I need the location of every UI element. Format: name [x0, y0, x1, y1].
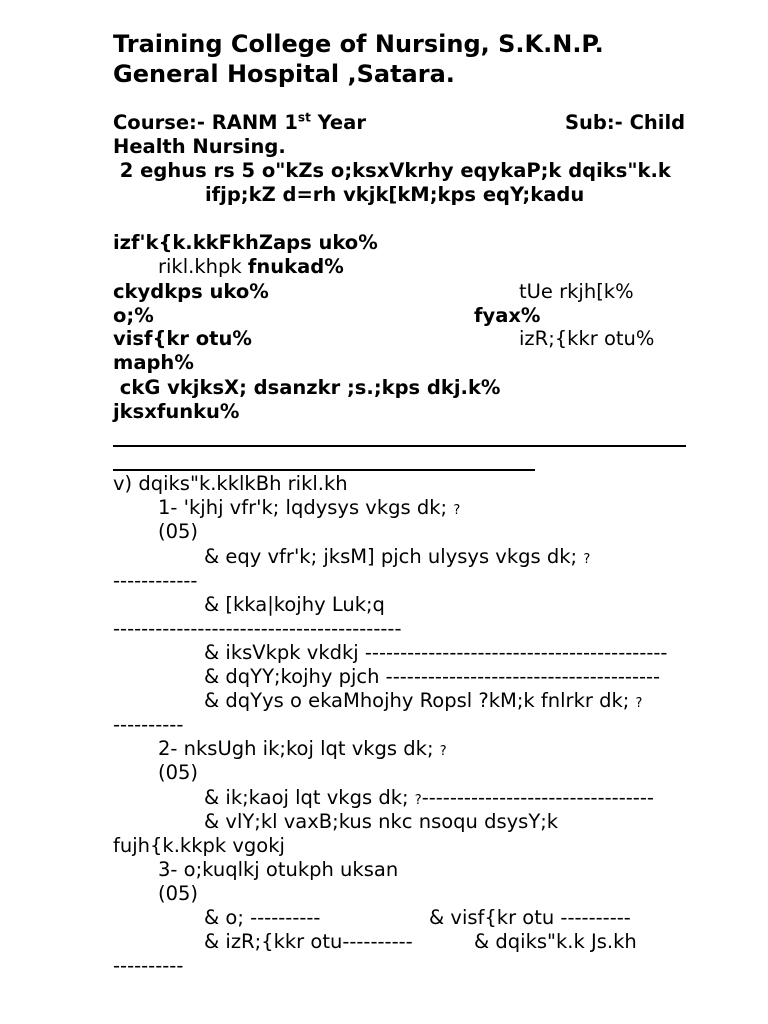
diagnosis-label: jksxfunku%: [113, 400, 240, 423]
item-2-text: 2- nksUgh ik;koj lqt vkgs dk; ?: [158, 737, 447, 760]
item-3-sub-1b: & visf{kr otu ----------: [429, 906, 631, 929]
question-glyph: ?: [583, 552, 591, 567]
date-label: fnukad%: [247, 255, 344, 278]
item-1-sub-3: & iksVkpk vkdkj -------------------------------------------: [204, 641, 668, 664]
item-2-sub-2: & vlY;kl vaxB;kus nkc nsoqu dsysY;k: [204, 810, 559, 833]
item-1-sub-5-line: ----------: [113, 713, 184, 736]
course-label: Course:- RANM 1st Year: [113, 110, 366, 134]
question-glyph: ?: [453, 503, 461, 518]
expected-weight-label: visf{kr otu%: [113, 327, 252, 350]
subject-label-continued: Health Nursing.: [113, 135, 286, 158]
item-2-sub-1: & ik;kaoj lqt vkgs dk; ?---------------------------------: [204, 786, 654, 809]
course-superscript: st: [297, 110, 311, 125]
section-a-heading: v) dqiks"k.kklkBh rikl.kh: [113, 472, 348, 495]
item-1-sub-1: & eqy vfr'k; jksM] pjch ulysys vkgs dk; ?: [204, 545, 591, 568]
item-3-text: 3- o;kuqlkj otukph uksan: [158, 858, 399, 881]
item-3-sub-2: & izR;{kkr otu----------: [204, 930, 413, 953]
actual-weight-label: izR;{kkr otu%: [519, 327, 655, 350]
form-heading-line-1: 2 eghus rs 5 o"kZs o;ksxVkrhy eqykaP;k dqiks"k.k: [113, 159, 671, 182]
item-1-marks: (05): [158, 520, 199, 543]
question-glyph: ?: [414, 793, 422, 808]
question-glyph: ?: [439, 744, 447, 759]
item-1-sub-2: & [kka|kojhy Luk;q: [204, 593, 385, 616]
observer-date-line: rikl.khpk fnukad%: [158, 255, 344, 278]
item-3-sub-2b: & dqiks"k.k Js.kh: [474, 930, 637, 953]
birth-date-label: tUe rkjh[k%: [519, 280, 634, 303]
age-label: o;%: [113, 304, 154, 327]
sex-label: fyax%: [474, 304, 541, 327]
child-name-label: ckydkps uko%: [113, 280, 269, 303]
item-3-marks: (05): [158, 882, 199, 905]
item-2-sub-2-continued: fujh{k.kkpk vgokj: [113, 834, 285, 857]
subject-label: Sub:- Child: [565, 111, 686, 134]
item-1-sub-4: & dqYY;kojhy pjch ---------------------------------------: [204, 665, 661, 688]
item-1-sub-2-line: -----------------------------------------: [113, 617, 402, 640]
form-heading-line-2: ifjp;kZ d=rh vkjk[kM;kps eqY;kadu: [205, 183, 585, 206]
item-2-marks: (05): [158, 761, 199, 784]
visit-reason-label: ckG vkjksX; dsanzkr ;s.;kps dkj.k%: [113, 376, 501, 399]
separator-line-1: [113, 445, 686, 447]
item-1-text: 1- 'kjhj vfr'k; lqdysys vkgs dk; ?: [158, 496, 461, 519]
college-title-line-2: General Hospital ,Satara.: [113, 60, 455, 88]
item-1-sub-5: & dqYys o ekaMhojhy Ropsl ?kM;k fnlrkr dk; ?: [204, 689, 643, 712]
item-3-sub-2-line: ----------: [113, 954, 184, 977]
address-label: maph%: [113, 351, 194, 374]
item-1-sub-1-line: ------------: [113, 569, 198, 592]
examiner-name-label: izf'k{k.kkFkhZaps uko%: [113, 231, 378, 254]
question-glyph: ?: [635, 696, 643, 711]
separator-line-2: [113, 469, 535, 471]
item-3-sub-1: & o; ----------: [204, 906, 321, 929]
college-title-line-1: Training College of Nursing, S.K.N.P.: [113, 30, 604, 58]
